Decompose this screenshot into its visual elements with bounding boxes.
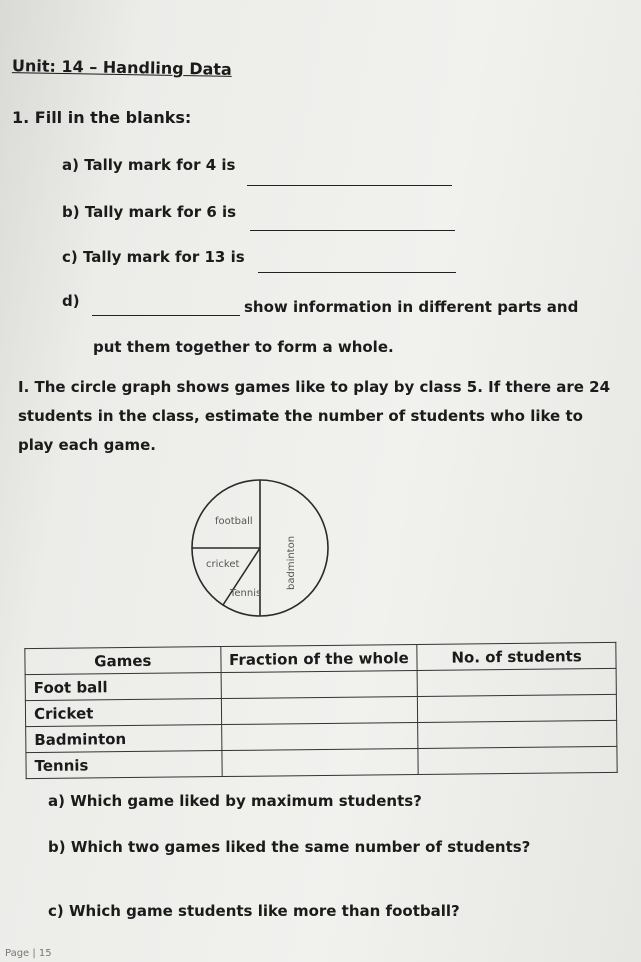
fraction-cell[interactable] — [222, 748, 419, 776]
question-c: c) Which game students like more than football? — [48, 902, 460, 920]
question-b: b) Which two games liked the same number of students? — [48, 838, 531, 856]
games-table — [24, 642, 617, 779]
page-number: Page | 15 — [5, 948, 52, 959]
answer-blank-a — [247, 185, 452, 186]
unit-title: Unit: 14 – Handling Data — [11, 56, 232, 79]
game-name: Cricket — [25, 699, 221, 727]
fraction-cell[interactable] — [221, 722, 418, 750]
question-2-line-1: I. The circle graph shows games like to play by class 5. If there are 24 — [18, 378, 611, 396]
blank-item-d: d) — [62, 292, 80, 310]
students-cell[interactable] — [418, 694, 617, 722]
fraction-cell[interactable] — [221, 696, 418, 724]
table-row — [26, 746, 617, 778]
answer-blank-b — [250, 230, 455, 231]
blank-item-b: b) Tally mark for 6 is — [62, 203, 237, 221]
slice-label-tennis: Tennis — [230, 588, 262, 599]
header-games: Games — [25, 647, 221, 675]
header-fraction: Fraction of the whole — [220, 644, 417, 672]
header-students: No. of students — [417, 642, 616, 670]
blank-item-d-continued: put them together to form a whole. — [93, 338, 394, 356]
question-2-line-2: students in the class, estimate the number of students who like to — [18, 407, 583, 425]
fraction-cell[interactable] — [221, 670, 418, 698]
game-name: Badminton — [26, 725, 222, 753]
question-2-line-3: play each game. — [18, 436, 156, 454]
question-a: a) Which game liked by maximum students? — [48, 792, 422, 810]
students-cell[interactable] — [417, 668, 616, 696]
answer-blank-c — [258, 272, 456, 273]
slice-label-badminton: badminton — [286, 535, 297, 590]
slice-label-football: football — [215, 516, 253, 527]
question-1-heading: 1. Fill in the blanks: — [12, 108, 192, 127]
answer-blank-d — [92, 315, 240, 316]
game-name: Tennis — [26, 751, 222, 779]
circle-graph-svg — [190, 478, 330, 618]
blank-item-d-text: show information in different parts and — [244, 298, 579, 316]
blank-item-c: c) Tally mark for 13 is — [62, 248, 245, 266]
circle-graph — [190, 478, 330, 618]
slice-label-cricket: cricket — [206, 559, 240, 570]
game-name: Foot ball — [25, 673, 221, 701]
students-cell[interactable] — [418, 720, 617, 748]
students-cell[interactable] — [418, 746, 617, 774]
blank-item-a: a) Tally mark for 4 is — [62, 156, 236, 174]
